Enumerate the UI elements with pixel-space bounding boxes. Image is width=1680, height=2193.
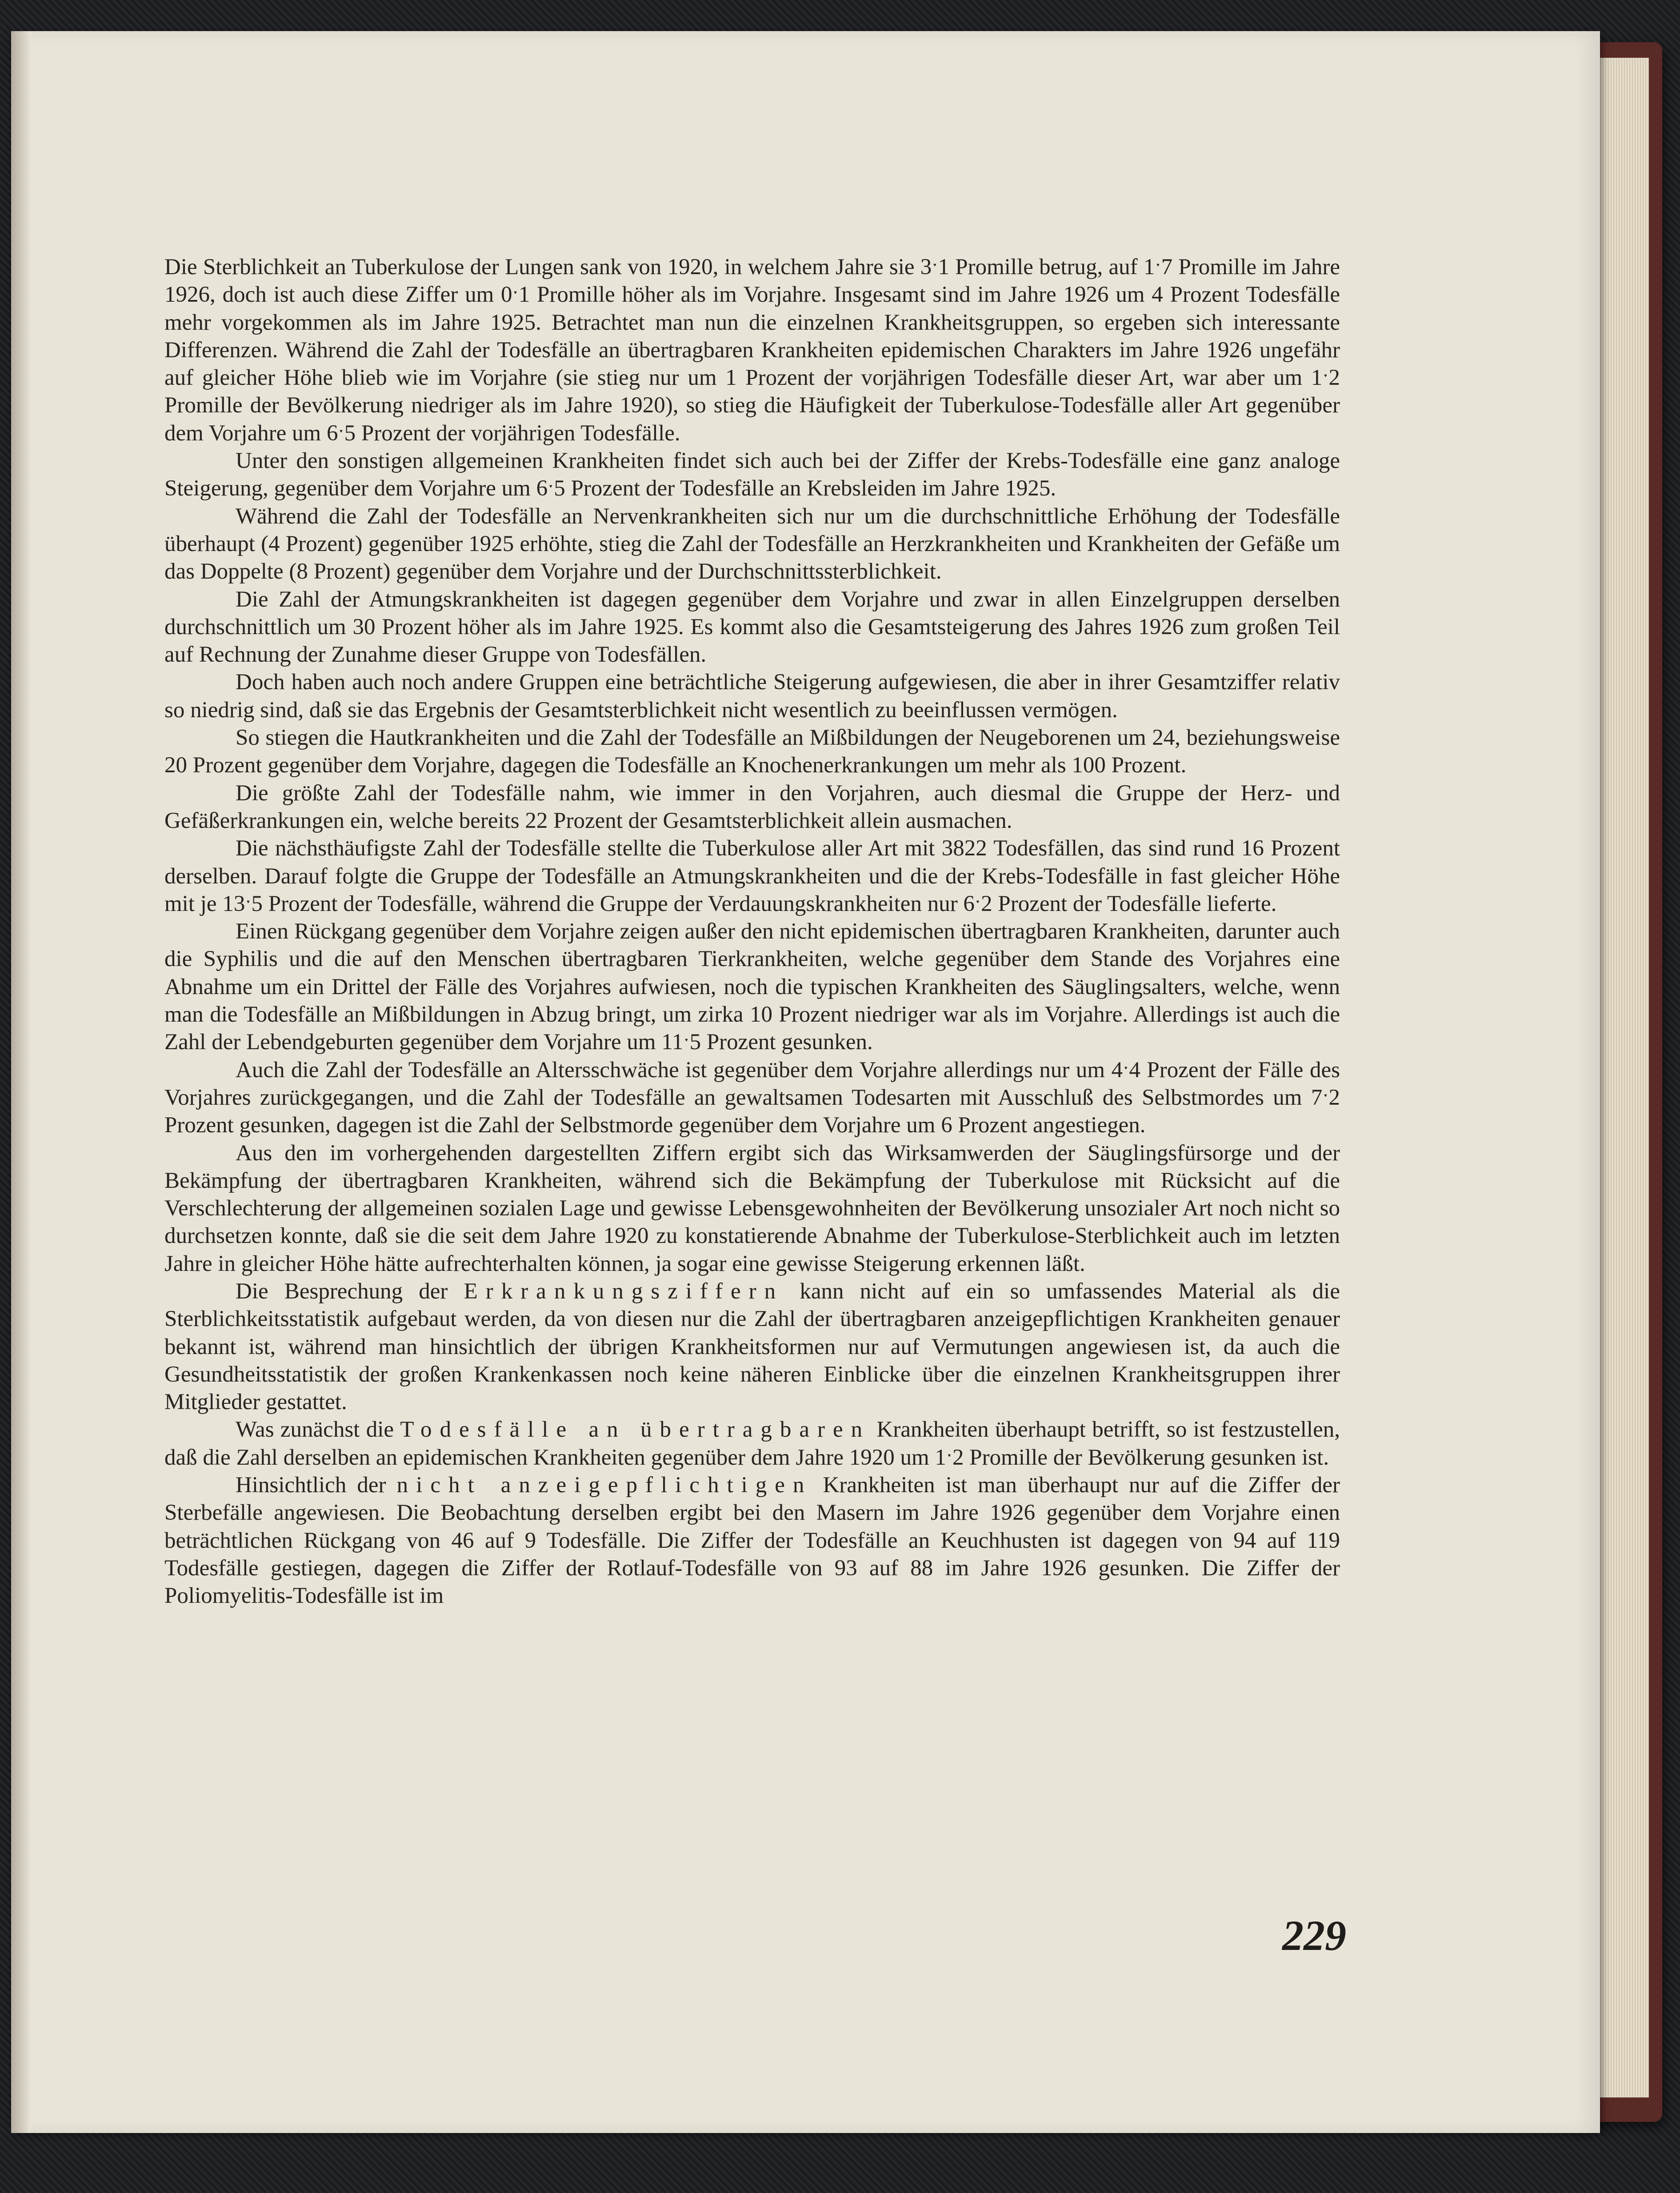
paragraph-3: Während die Zahl der Todesfälle an Nervenkrankheiten sich nur um die durchschnittliche Erhöhung der Todesfälle überhaupt (4 Prozent) gegenüber 1925 erhöhte, stieg die Zahl der Todesfälle an Herzkrankheiten und Krankheiten der Gefäße um das Doppelte (8 Prozent) gegenüber dem Vorjahre und der Durchschnittssterblichkeit. — [164, 503, 1340, 584]
paragraph-7: Die größte Zahl der Todesfälle nahm, wie immer in den Vorjahren, auch diesmal die Gruppe der Herz- und Gefäßerkrankungen ein, welche bereits 22 Prozent der Gesamtsterblichkeit allein ausmachen. — [164, 780, 1340, 833]
book-page — [11, 31, 1600, 2133]
paragraph-9: Einen Rückgang gegenüber dem Vorjahre zeigen außer den nicht epidemischen übertragbaren Krankheiten, darunter auch die Syphilis und die auf den Menschen übertragbaren Tierkrankheiten, welche gegenüber dem Stande des Vorjahres eine Abnahme um ein Drittel der Fälle des Vorjahres aufwiesen, noch die typischen Krankheiten des Säuglingsalters, welche, wenn man die Todesfälle an Mißbildungen in Abzug bringt, um zirka 10 Prozent niedriger war als im Vorjahre. Allerdings ist auch die Zahl der Lebendgeburten gegenüber dem Vorjahre um 11ˑ5 Prozent gesunken. — [164, 919, 1340, 1055]
paragraph-6: So stiegen die Hautkrankheiten und die Zahl der Todesfälle an Mißbildungen der Neugeborenen um 24, beziehungsweise 20 Prozent gegenüber dem Vorjahre, dagegen die Todesfälle an Knochenerkrankungen um mehr als 100 Prozent. — [164, 725, 1340, 778]
paragraph-10: Auch die Zahl der Todesfälle an Altersschwäche ist gegenüber dem Vorjahre allerdings nur um 4ˑ4 Prozent der Fälle des Vorjahres zurückgegangen, und die Zahl der Todesfälle an gewaltsamen Todesarten mit Ausschluß des Selbstmordes um 7ˑ2 Prozent gesunken, dagegen ist die Zahl der Selbstmorde gegenüber dem Vorjahre um 6 Prozent angestiegen. — [164, 1057, 1340, 1138]
emphasis-todesfaelle: Todesfälle an übertragbaren — [400, 1417, 871, 1442]
paragraph-1: Die Sterblichkeit an Tuberkulose der Lungen sank von 1920, in welchem Jahre sie 3ˑ1 Promille betrug, auf 1ˑ7 Promille im Jahre 1926, doch ist auch diese Ziffer um 0ˑ1 Promille höher als im Vorjahre. Insgesamt sind im Jahre 1926 um 4 Prozent Todesfälle mehr vorgekommen als im Jahre 1925. Betrachtet man nun die einzelnen Krankheitsgruppen, so ergeben sich interessante Differenzen. Während die Zahl der Todesfälle an übertragbaren Krankheiten epidemischen Charakters im Jahre 1926 ungefähr auf gleicher Höhe blieb wie im Vorjahre (sie stieg nur um 1 Prozent der vorjährigen Todesfälle dieser Art, war aber um 1ˑ2 Promille der Bevölkerung niedriger als im Jahre 1920), so stieg die Häufigkeit der Tuberkulose-Todesfälle aller Art gegenüber dem Vorjahre um 6ˑ5 Prozent der vorjährigen Todesfälle. — [164, 255, 1340, 446]
paragraph-14-start: Hinsichtlich der — [236, 1473, 397, 1498]
paragraph-11: Aus den im vorhergehenden dargestellten Ziffern ergibt sich das Wirksamwerden der Säuglingsfürsorge und der Bekämpfung der übertragbaren Krankheiten, während sich die Bekämpfung der Tuberkulose mit Rücksicht auf die Verschlechterung der allgemeinen sozialen Lage und gewisse Lebensgewohnheiten der Bevölkerung unsozialer Art noch nicht so durchsetzen konnte, daß sie die seit dem Jahre 1920 zu konstatierende Abnahme der Tuberkulose-Sterblichkeit auch im letzten Jahre in gleicher Höhe hätte aufrechterhalten können, ja sogar eine gewisse Steigerung erkennen läßt. — [164, 1140, 1340, 1276]
paragraph-13-start: Was zunächst die — [236, 1417, 400, 1442]
page-gutter — [11, 31, 31, 2133]
paragraph-14 — [164, 1471, 1340, 1610]
paragraph-13 — [164, 1416, 1340, 1471]
paragraph-4: Die Zahl der Atmungskrankheiten ist dagegen gegenüber dem Vorjahre und zwar in allen Einzelgruppen derselben durchschnittlich um 30 Prozent höher als im Jahre 1925. Es kommt also die Gesamtsteigerung des Jahres 1926 zum großen Teil auf Rechnung der Zunahme dieser Gruppe von Todesfällen. — [164, 587, 1340, 667]
paragraph-12-rest: kann nicht auf ein so umfassendes Material als die Sterblichkeitsstatistik aufgebaut werden, da von diesen nur die Zahl der übertragbaren anzeigepflichtigen Krankheiten genauer bekannt ist, während man hinsichtlich der übrigen Krankheitsformen nur auf Vermutungen angewiesen ist, da auch die Gesundheitsstatistik der großen Krankenkassen noch keine näheren Einblicke über die einzelnen Krankheitsgruppen ihrer Mitglieder gestattet. — [164, 1278, 1340, 1415]
emphasis-erkrankungsziffern: Erkrankungsziffern — [464, 1278, 784, 1304]
paragraph-8: Die nächsthäufigste Zahl der Todesfälle stellte die Tuberkulose aller Art mit 3822 Todesfällen, das sind rund 16 Prozent derselben. Darauf folgte die Gruppe der Todesfälle an Atmungskrankheiten und die der Krebs-Todesfälle in fast gleicher Höhe mit je 13ˑ5 Prozent der Todesfälle, während die Gruppe der Verdauungskrankheiten nur 6ˑ2 Prozent der Todesfälle lieferte. — [164, 836, 1340, 916]
paragraph-13-rest: Krankheiten überhaupt betrifft, so ist festzustellen, daß die Zahl derselben an epidemischen Krankheiten gegenüber dem Jahre 1920 um 1ˑ2 Promille der Bevölkerung gesunken ist. — [164, 1417, 1340, 1470]
emphasis-nicht-anzeigepflichtigen: nicht anzeigepflichtigen — [396, 1473, 812, 1498]
page-number: 229 — [1282, 1912, 1346, 1959]
paragraph-14-rest: Krankheiten ist man überhaupt nur auf die Ziffer der Sterbefälle angewiesen. Die Beobachtung derselben ergibt bei den Masern im Jahre 1926 gegenüber dem Vorjahre einen beträchtlichen Rückgang von 46 auf 9 Todesfälle. Die Ziffer der Todesfälle an Keuchhusten ist dagegen von 94 auf 119 Todesfälle gestiegen, dagegen die Ziffer der Rotlauf-Todesfälle von 93 auf 88 im Jahre 1926 gesunken. Die Ziffer der Poliomyelitis-Todesfälle ist im — [164, 1473, 1340, 1609]
paragraph-2: Unter den sonstigen allgemeinen Krankheiten findet sich auch bei der Ziffer der Krebs-Todesfälle eine ganz analoge Steigerung, gegenüber dem Vorjahre um 6ˑ5 Prozent der Todesfälle an Krebsleiden im Jahre 1925. — [164, 448, 1340, 501]
paragraph-12-start: Die Besprechung der — [236, 1278, 464, 1304]
paragraph-5: Doch haben auch noch andere Gruppen eine beträchtliche Steigerung aufgewiesen, die aber in ihrer Gesamtziffer relativ so niedrig sind, daß sie das Ergebnis der Gesamtsterblichkeit nicht wesentlich zu beeinflussen vermögen. — [164, 670, 1340, 723]
body-text — [164, 253, 1340, 1610]
paragraph-12 — [164, 1278, 1340, 1416]
